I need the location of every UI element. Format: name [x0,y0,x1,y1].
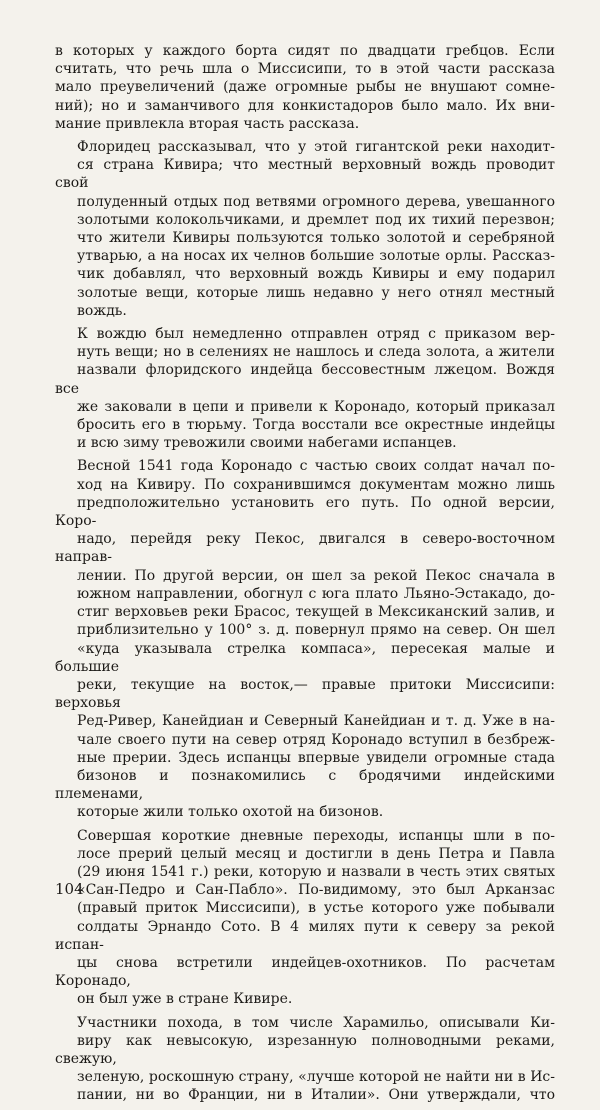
text-line: ные прерии. Здесь испанцы впервые увидели огромные стада [77,749,555,766]
text-line: вождь. [77,302,127,319]
text-line: лении. По другой версии, он шел за рекой Пекос сначала в [77,567,555,584]
text-line: мание привлекла вторая часть рассказа. [55,115,360,132]
text-line: Весной 1541 года Коронадо с частью своих солдат начал по- [77,458,555,475]
text-line: надо, перейдя реку Пекос, двигался в северо-восточном направ- [55,531,555,566]
text-line: в которых у каждого борта сидят по двадцати гребцов. Если [55,43,555,59]
text-line: ход на Кивиру. По сохранившимся документам можно лишь [77,476,555,493]
text-line: К вождю был немедленно отправлен отряд с приказом вер- [77,326,555,343]
text-line: он был уже в стране Кивире. [77,991,293,1008]
text-line: (правый приток Миссисипи), в устье которого уже побывали [77,900,555,917]
text-line: Флоридец рассказывал, что у этой гигантской реки находит- [77,139,555,156]
text-line: полуденный отдых под ветвями огромного дерева, увешанного [77,193,555,210]
text-line: реки, текущие на восток,— правые притоки Миссисипи: верховья [55,676,555,712]
text-line: бизонов и познакомились с бродячими индейскими племенами, [55,767,555,803]
text-line: «куда указывала стрелка компаса», пересекая малые и большие [55,640,555,675]
text-line: утварью, а на носах их челнов большие золотые орлы. Рассказ- [77,248,555,265]
text-line: бросить его в тюрьму. Тогда восстали все окрестные индейцы [77,417,555,434]
text-line: «Сан-Педро и Сан-Пабло». По-видимому, это был Арканзас [77,882,555,899]
text-line: считать, что речь шла о Миссисипи, то в этой части рассказа [55,61,555,78]
text-line: ний); но и заманчивого для конкистадоров было мало. Их вни- [55,97,555,114]
text-line: виру как невысокую, изрезанную полноводными реками, свежую, [55,1032,555,1067]
text-line: чале своего пути на север отряд Коронадо вступил в безбреж- [77,731,555,748]
text-line: нуть вещи; но в селениях не нашлось и следа золота, а жители [77,344,555,361]
text-line: ся страна Кивира; что местный верховный вождь проводит свой [55,157,555,192]
text-line: лосе прерий целый месяц и достигли в день Петра и Павла [77,845,555,862]
text-line: назвали флоридского индейца бессовестным лжецом. Вождя все [55,362,555,397]
paragraph [55,325,555,452]
text-line: Ред-Ривер, Канейдиан и Северный Канейдиан и т. д. Уже в на- [77,713,555,730]
text-line: золотыми колокольчиками, и дремлет под их тихий перезвон; [77,211,555,228]
text-line: предположительно установить его путь. По одной версии, Коро- [55,494,555,530]
text-line: и всю зиму тревожили своими набегами испанцев. [77,435,457,452]
text-line: (29 июня 1541 г.) реки, которую и назвали в честь этих святых [77,863,555,880]
text-line: золотые вещи, которые лишь недавно у него отнял местный [77,284,555,301]
text-line: которые жили только охотой на бизонов. [77,804,384,821]
paragraph [55,457,555,821]
page-number: 104 [55,880,84,898]
text-line: Участники похода, в том числе Харамильо, описывали Ки- [77,1014,555,1031]
paragraph [55,138,555,320]
paragraph [55,42,555,133]
text-column [55,42,555,1110]
text-line: стиг верховьев реки Брасос, текущей в Мексиканский залив, и [77,604,555,621]
text-line: южном направлении, обогнул с юга плато Льяно-Эстакадо, до- [77,585,555,602]
text-line: цы снова встретили индейцев-охотников. По расчетам Коронадо, [55,954,555,990]
text-line: же заковали в цепи и привели к Коронадо, который приказал [77,398,555,415]
text-line: чик добавлял, что верховный вождь Кивиры и ему подарил [77,266,555,283]
text-line: зеленую, роскошную страну, «лучше которой не найти ни в Ис- [77,1069,555,1086]
text-line: приблизительно у 100° з. д. повернул прямо на север. Он шел [77,622,555,639]
paragraph [55,1014,555,1105]
paragraph [55,827,555,1009]
text-line: Совершая короткие дневные переходы, испанцы шли в по- [77,827,555,844]
text-line: что жители Кивиры пользуются только золотой и серебряной [77,230,555,247]
text-line: пании, ни во Франции, ни в Италии». Они утверждали, что [77,1087,555,1104]
text-line: солдаты Эрнандо Сото. В 4 милях пути к северу за рекой испан- [55,918,555,953]
text-line: мало преувеличений (даже огромные рыбы не внушают сомне- [55,79,555,96]
